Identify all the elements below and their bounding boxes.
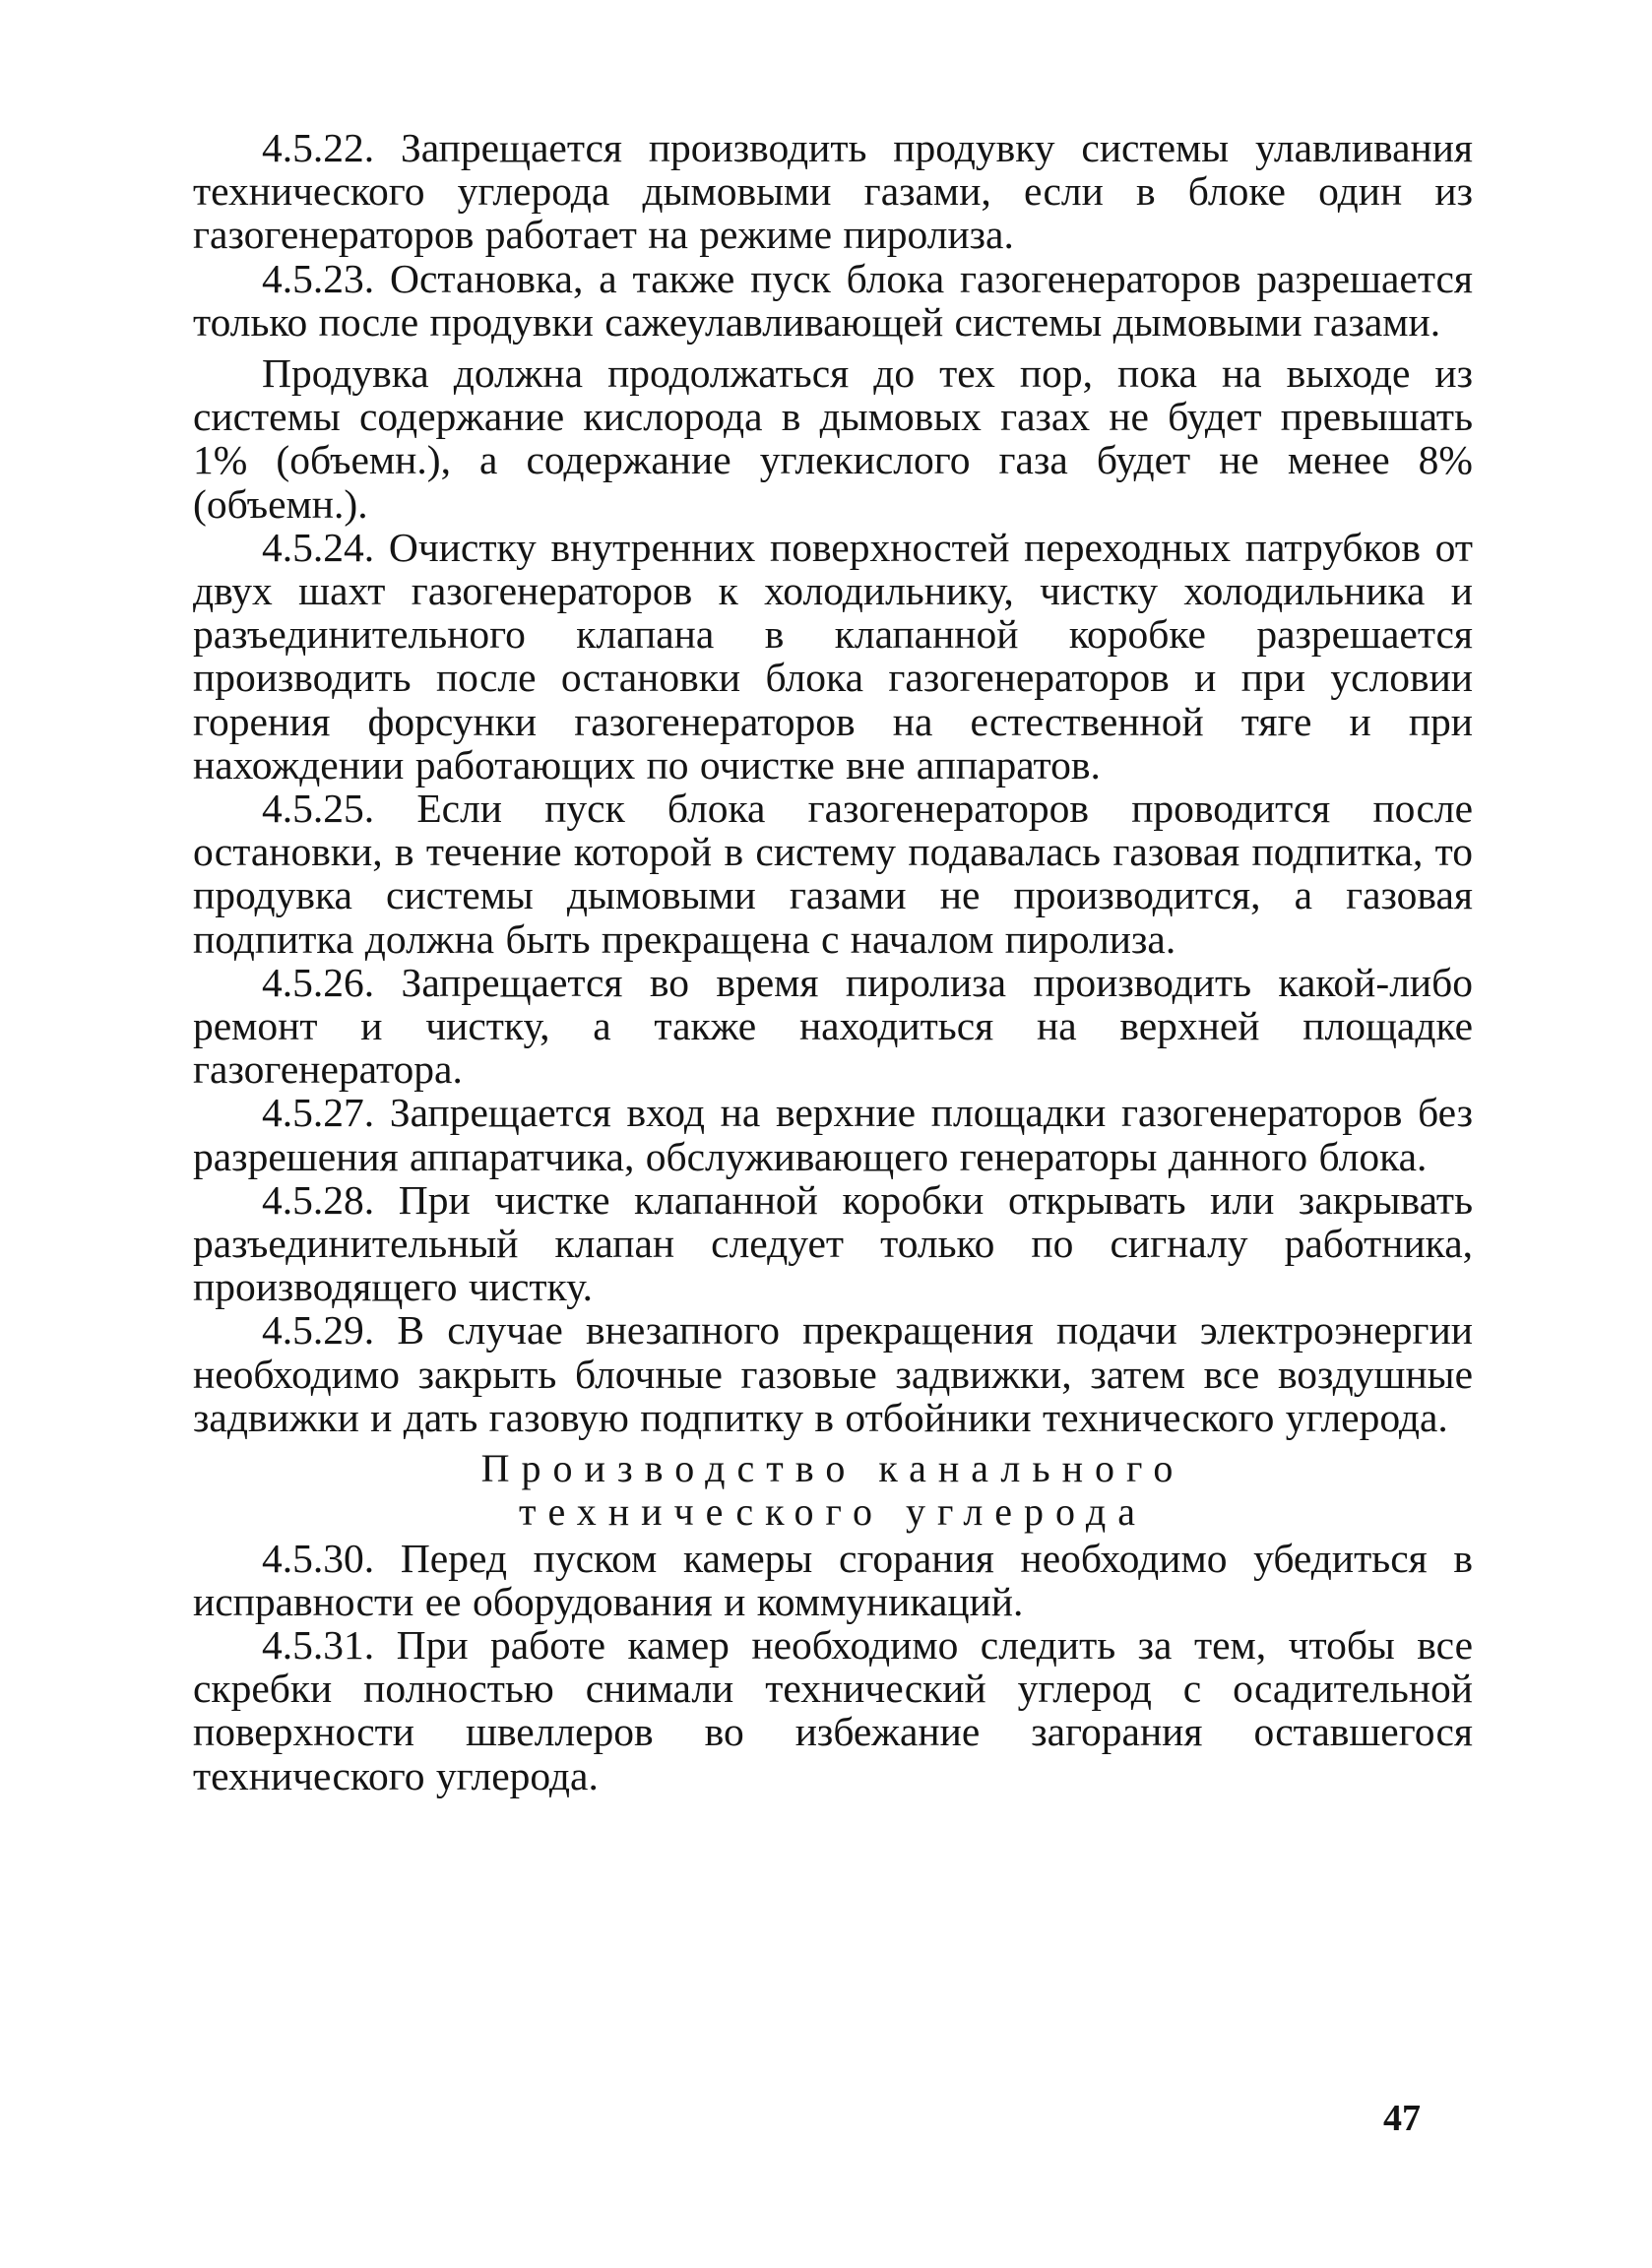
paragraph-4-5-24: 4.5.24. Очистку внутренних поверхностей переходных патрубков от двух шахт газогенераторов к холодильнику, чистку холодильника и разъединительного клапана в клапанной коробке разрешается производить после остановки блока газогенераторов и при условии горения форсунки газогенераторов на естественной тяге и при нахождении работающих по очистке вне аппаратов. <box>193 524 1473 788</box>
paragraph-purge-condition: Продувка должна продолжаться до тех пор, пока на выходе из системы содержание кислорода в дымовых газах не будет превышать 1% (объемн.), а содержание углекислого газа будет не менее 8% (объемн.). <box>193 350 1473 527</box>
paragraph-4-5-27: 4.5.27. Запрещается вход на верхние площадки газогенераторов без разрешения аппаратчика, обслуживающего генераторы данного блока. <box>193 1090 1473 1179</box>
paragraph-4-5-26: 4.5.26. Запрещается во время пиролиза производить какой-либо ремонт и чистку, а также находиться на верхней площадке газогенератора. <box>193 959 1473 1093</box>
section-heading-line-2: технического углерода <box>519 1489 1147 1535</box>
section-heading-line-1: Производство канального <box>480 1446 1185 1491</box>
paragraph-4-5-29: 4.5.29. В случае внезапного прекращения подачи электроэнергии необходимо закрыть блочные газовые задвижки, затем все воздушные задвижки и дать газовую подпитку в отбойники технического углерода. <box>193 1307 1473 1440</box>
paragraph-4-5-23: 4.5.23. Остановка, а также пуск блока газогенераторов разрешается только после продувки сажеулавливающей системы дымовыми газами. <box>193 255 1473 345</box>
document-page <box>193 126 1473 1797</box>
paragraph-4-5-30: 4.5.30. Перед пуском камеры сгорания необходимо убедиться в исправности ее оборудования и коммуникаций. <box>193 1535 1473 1624</box>
paragraph-4-5-25: 4.5.25. Если пуск блока газогенераторов проводится после остановки, в течение которой в систему подавалась газовая подпитка, то продувка системы дымовыми газами не производится, а газовая подпитка должна быть прекращена с началом пиролиза. <box>193 786 1473 962</box>
section-heading <box>193 1447 1473 1534</box>
paragraph-4-5-28: 4.5.28. При чистке клапанной коробки открывать или закрывать разъединительный клапан следует только по сигналу работника, производящего чистку. <box>193 1176 1473 1310</box>
paragraph-4-5-22: 4.5.22. Запрещается производить продувку системы улавливания технического углерода дымовыми газами, если в блоке один из газогенераторов работает на режиме пиролиза. <box>193 125 1473 258</box>
paragraph-4-5-31: 4.5.31. При работе камер необходимо следить за тем, чтобы все скребки полностью снимали технический углерод с осадительной поверхности швеллеров во избежание загорания оставшегося технического углерода. <box>193 1621 1473 1798</box>
page-number: 47 <box>1383 2098 1421 2139</box>
